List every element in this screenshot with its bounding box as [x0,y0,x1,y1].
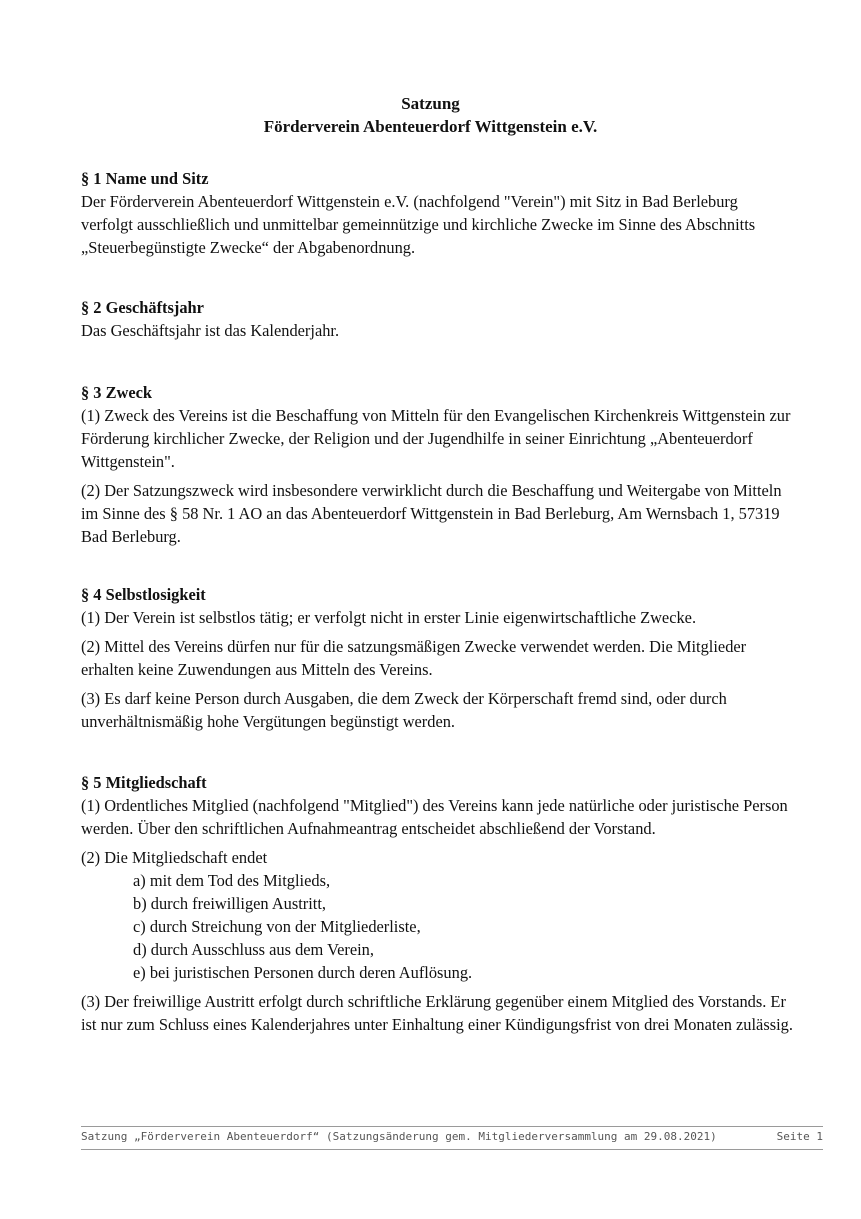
section-heading: § 1 Name und Sitz [81,169,209,188]
termination-list [81,869,793,984]
footer-text: Satzung „Förderverein Abenteuerdorf“ (Satzungsänderung gem. Mitgliederversammlung am 29.08.2021) [81,1130,717,1143]
footer-divider-top [81,1126,823,1127]
list-item: e) bei juristischen Personen durch deren Auflösung. [133,963,473,982]
page-footer [81,1130,823,1143]
section-heading: § 2 Geschäftsjahr [81,298,204,317]
section-paragraph: (1) Zweck des Vereins ist die Beschaffung von Mitteln für den Evangelischen Kirchenkreis Wittgenstein zur Förderung kirchlicher Zwecke, der Religion und der Jugendhilfe in seiner Einrichtung „Abenteuerdorf Wittgenstein". [81,406,791,471]
section-paragraph: (3) Der freiwillige Austritt erfolgt durch schriftliche Erklärung gegenüber einem Mitglied des Vorstands. Er ist nur zum Schluss eines Kalenderjahres unter Einhaltung einer Kündigungsfrist von drei Monaten zulässig. [81,992,793,1034]
footer-divider-bottom [81,1149,823,1150]
section-paragraph: (1) Ordentliches Mitglied (nachfolgend "Mitglied") des Vereins kann jede natürliche oder juristische Person werden. Über den schriftlichen Aufnahmeantrag entscheidet abschließend der Vorstand. [81,796,788,838]
title-line-1: Satzung [401,94,460,113]
list-item: d) durch Ausschluss aus dem Verein, [133,940,374,959]
section-paragraph: Das Geschäftsjahr ist das Kalenderjahr. [81,321,340,340]
section-paragraph: (2) Der Satzungszweck wird insbesondere verwirklicht durch die Beschaffung und Weitergabe von Mitteln im Sinne des § 58 Nr. 1 AO an das Abenteuerdorf Wittgenstein in Bad Berleburg, Am Wernsbach 1, 57319 Bad Berleburg. [81,481,782,546]
section-heading: § 5 Mitgliedschaft [81,773,207,792]
list-item: a) mit dem Tod des Mitglieds, [133,871,331,890]
section-4 [81,583,793,733]
section-3 [81,381,793,548]
section-1 [81,167,793,259]
section-paragraph: (2) Die Mitgliedschaft endet [81,848,268,867]
document-title [0,92,861,138]
section-2 [81,296,793,342]
section-heading: § 4 Selbstlosigkeit [81,585,206,604]
section-paragraph: Der Förderverein Abenteuerdorf Wittgenstein e.V. (nachfolgend "Verein") mit Sitz in Bad Berleburg verfolgt ausschließlich und unmittelbar gemeinnützige und kirchliche Zwecke im Sinne des Abschnitts „Steuerbegünstigte Zwecke“ der Abgabenordnung. [81,192,756,257]
section-paragraph: (2) Mittel des Vereins dürfen nur für die satzungsmäßigen Zwecke verwendet werden. Die Mitglieder erhalten keine Zuwendungen aus Mitteln des Vereins. [81,637,747,679]
page-number: Seite 1 [776,1130,823,1143]
section-heading: § 3 Zweck [81,383,153,402]
section-paragraph: (3) Es darf keine Person durch Ausgaben, die dem Zweck der Körperschaft fremd sind, oder durch unverhältnismäßig hohe Vergütungen begünstigt werden. [81,689,727,731]
section-paragraph: (1) Der Verein ist selbstlos tätig; er verfolgt nicht in erster Linie eigenwirtschaftliche Zwecke. [81,608,697,627]
list-item: b) durch freiwilligen Austritt, [133,894,327,913]
title-line-2: Förderverein Abenteuerdorf Wittgenstein e.V. [263,117,598,136]
list-item: c) durch Streichung von der Mitgliederliste, [133,917,421,936]
section-5 [81,771,793,1036]
